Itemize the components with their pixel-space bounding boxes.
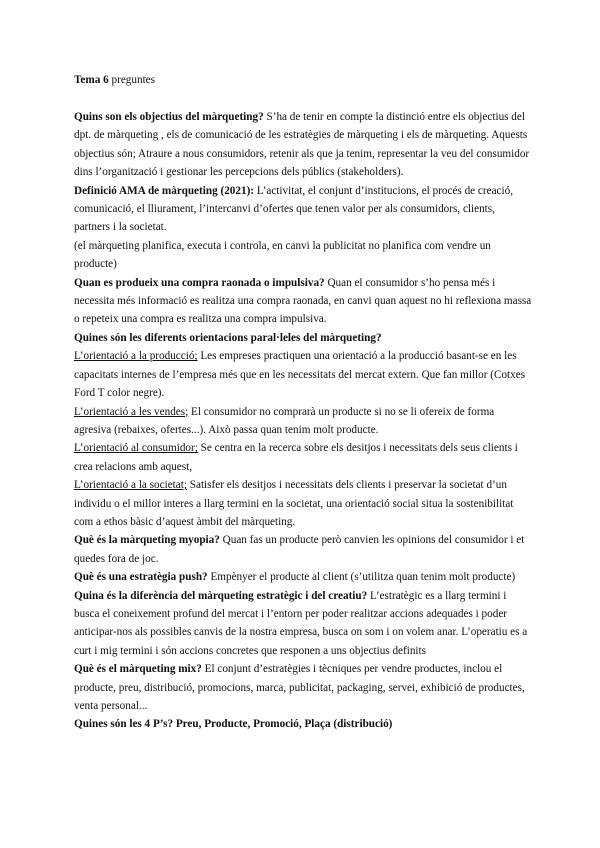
answer-text: L’estratègic es a llarg termini i busca el coneixement profund del mercat i l’entorn per poder realitzar accions adequades i poder anticipar-nos als possibles canvis de la nostra empresa, busca on som i on volem anar. L’operatiu es a curt i mig termini i són accions concretes que responen a uns objectius definits xyxy=(74,589,528,657)
orientation-label: L’orientació a la societat; xyxy=(74,479,187,492)
orientation-label: L’orientació a la producció; xyxy=(74,350,198,363)
answer-text: L’activitat, el conjunt d’institucions, el procés de creació, comunicació, el lliurament, l’intercanvi d’ofertes que tenen valor per als consumidors, clients, partners i la societat. xyxy=(74,184,514,234)
question-label: Què és una estratègia push? xyxy=(74,571,208,584)
paragraph-objectives xyxy=(74,108,532,182)
paragraph-orientation-sales xyxy=(74,403,532,440)
question-label: Quines són les diferents orientacions paral·leles del màrqueting? xyxy=(74,331,382,344)
answer-text: Empènyer el producte al client (s’utilitza quan tenim molt producte) xyxy=(207,571,516,584)
paragraph-ama-definition xyxy=(74,182,532,237)
question-label: Què és la màrqueting myopia? xyxy=(74,534,220,547)
title-topic: Tema 6 xyxy=(74,74,109,86)
paragraph-4ps xyxy=(74,715,532,733)
paragraph-orientations-heading xyxy=(74,329,532,347)
paragraph-orientation-consumer xyxy=(74,439,532,476)
answer-text: Les empreses practiquen una orientació a la producció basant-se en les capacitats internes de l’empresa més que en les necessitats del mercat extern. Que fan millor (Cotxes Ford T color negre). xyxy=(74,350,526,400)
question-label: Quan es produeix una compra raonada o impulsiva? xyxy=(74,276,325,289)
paragraph-note xyxy=(74,237,532,274)
paragraph-push-strategy xyxy=(74,568,532,586)
question-label: Què és el màrqueting mix? xyxy=(74,663,202,676)
paragraph-myopia xyxy=(74,531,532,568)
paragraph-purchase xyxy=(74,274,532,329)
answer-text: Quan el consumidor s’ho pensa més i necessita més informació es realitza una compra raonada, en canvi quan aquest no hi reflexiona massa o repeteix una compra es realitza una compra impulsiva. xyxy=(74,276,532,326)
question-label: Definició AMA de màrqueting (2021): xyxy=(74,184,255,197)
question-label: Quina és la diferència del màrqueting estratègic i del creatiu? xyxy=(74,589,368,602)
answer-text: S’ha de tenir en compte la distinció entre els objectius del dpt. de màrqueting , els de comunicació de les estratègies de màrqueting i els de màrqueting. Aquests objectius són; Atraure a nous consumidors, retenir als que ja tenim, representar la veu del consumidor dins l’organització i gestionar les percepcions dels públics (stakeholders). xyxy=(74,111,530,179)
paragraph-marketing-mix xyxy=(74,660,532,715)
orientation-label: L’orientació a les vendes; xyxy=(74,405,189,418)
paragraph-orientation-production xyxy=(74,347,532,402)
answer-text: El consumidor no comprarà un producte si no se li ofereix de forma agresiva (rebaixes, ofertes...). Això passa quan tenim molt producte. xyxy=(74,405,495,436)
answer-text: (el màrqueting planifica, executa i controla, en canvi la publicitat no planifica com vendre un producte) xyxy=(74,239,491,271)
title-rest: preguntes xyxy=(108,74,155,86)
page-title xyxy=(74,71,532,89)
question-label: Quins son els objectius del màrqueting? xyxy=(74,111,264,123)
answer-text: El conjunt d’estratègies i tècniques per vendre productes, inclou el producte, preu, distribució, promocions, marca, publicitat, packaging, servei, exhibició de productes, venta personal... xyxy=(74,663,525,712)
question-label: Quines són les 4 P’s? Preu, Producte, Promoció, Plaça (distribució) xyxy=(74,718,393,731)
answer-text: Satisfer els desitjos i necessitats dels clients i preservar la societat d’un individu o el millor interes a llarg termini en la societat, una orientació social situa la sostenibilitat com a ethos bàsic d’aquest àmbit del màrqueting. xyxy=(74,479,514,528)
answer-text: Quan fas un producte però canvien les opinions del consumidor i et quedes fora de joc. xyxy=(74,534,525,565)
paragraph-orientation-society xyxy=(74,476,532,531)
answer-text: Se centra en la recerca sobre els desitjos i necessitats dels seus clients i crea relacions amb aquest, xyxy=(74,442,518,473)
paragraph-strategic-vs-creative xyxy=(74,587,532,661)
orientation-label: L’orientació al consumidor; xyxy=(74,442,198,455)
